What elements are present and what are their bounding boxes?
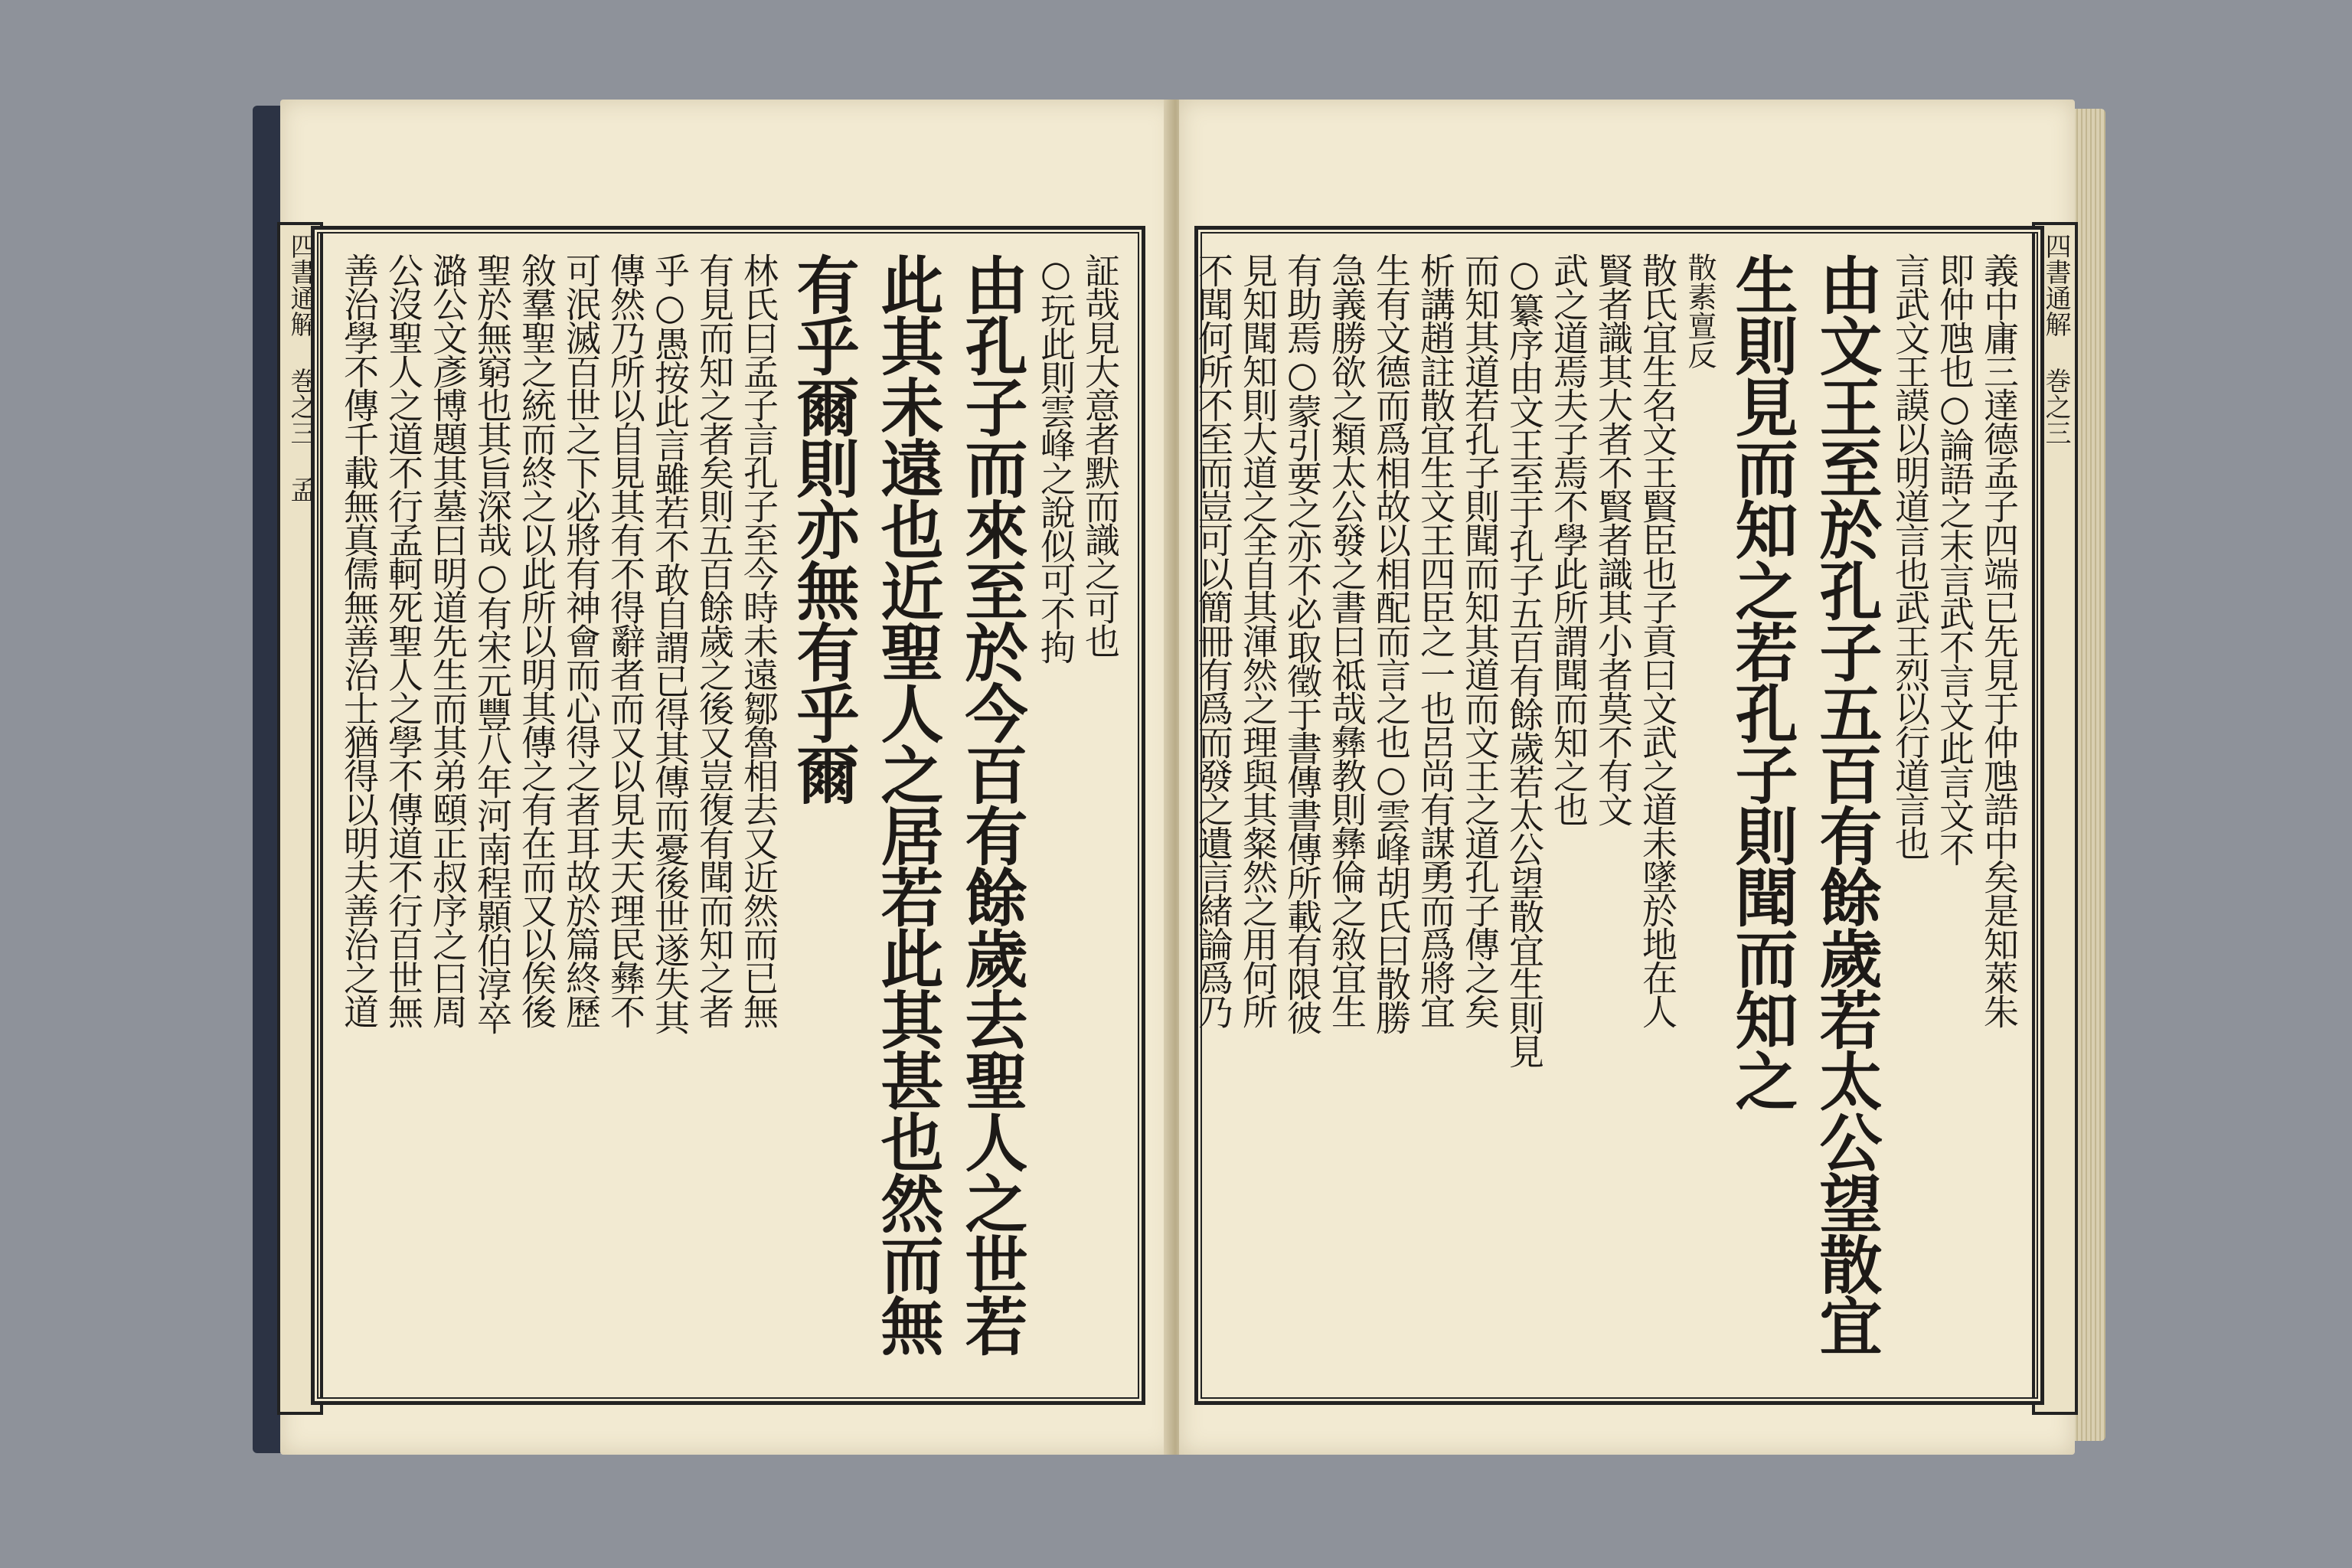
left-page-column: 傳然乃所以自見其有不得辭者而又以見夫天理民彝不 (605, 253, 646, 1027)
right-page-column: 散氏宜生名文王賢臣也子貢曰文武之道未墜於地在人 (1637, 253, 1678, 1027)
left-margin-label: 四書通解 巻之三 孟 (277, 222, 323, 1415)
left-page-column: 公沒聖人之道不行孟軻死聖人之學不傳道不行百世無 (383, 253, 424, 1027)
right-page-column: 急義勝欲之類太公發之書曰祗哉彝教則彝倫之敘宜生 (1326, 253, 1367, 1027)
left-page-column: 乎○愚按此言雖若不敢自謂已得其傳而憂後世遂失其 (649, 253, 691, 1034)
right-page-column: 析講趙註散宜生文王四臣之一也呂尚有謀勇而爲將宜 (1415, 253, 1456, 1027)
left-text-columns (334, 253, 1122, 1382)
open-book (253, 100, 2105, 1455)
right-page-column: 散素亶反 (1683, 253, 1717, 369)
left-page-column: 有見而知之者矣則五百餘歲之後又豈復有聞而知之者 (694, 253, 735, 1027)
right-page-column: 有助焉○蒙引要之亦不必取徵于書傳書傳所載有限彼 (1282, 253, 1323, 1034)
right-text-columns (1193, 253, 2021, 1382)
left-page-column: 聖於無窮也其旨深哉○有宋元豐八年河南程顥伯淳卒 (472, 253, 513, 1034)
right-page-column: 生則見而知之若孔子則聞而知之 (1725, 253, 1798, 1110)
right-text-frame (1194, 226, 2044, 1405)
left-page-column: 敘羣聖之統而終之以此所以明其傳之有在而又以俟後 (516, 253, 557, 1027)
right-page-column: 見知聞知則大道之全自其渾然之理與其粲然之用何所 (1237, 253, 1279, 1027)
right-page-column: 義中庸三達德孟子四端已先見于仲虺誥中矣是知萊朱 (1978, 253, 2020, 1027)
left-page-column: 潞公文彥博題其墓曰明道先生而其弟頤正叔序之曰周 (427, 253, 469, 1027)
left-page-column: 林氏曰孟子言孔子至今時未遠鄒魯相去又近然而已無 (738, 253, 779, 1027)
left-page-column: 有乎爾則亦無有乎爾 (786, 253, 860, 804)
left-text-frame (311, 226, 1145, 1405)
right-page-column: 武之道焉夫子焉不學此所謂聞而知之也 (1548, 253, 1589, 825)
right-page-column: 賢者識其大者不賢者識其小者莫不有文 (1592, 253, 1634, 825)
right-margin-label: 四書通解 巻之三 (2032, 222, 2078, 1415)
right-page-column: 生有文德而爲相故以相配而言之也○雲峰胡氏曰散勝 (1370, 253, 1412, 1034)
left-page-column: 由孔子而來至於今百有餘歲去聖人之世若 (955, 253, 1028, 1355)
left-page-column: 善治學不傳千載無真儒無善治士猶得以明夫善治之道 (338, 253, 380, 1027)
right-page-column: 言武文王謨以明道言也武王烈以行道言也 (1890, 253, 1931, 859)
right-page (1179, 100, 2075, 1455)
right-page-column: 不聞何所不至而豈可以簡冊有爲而發之遺言緒論爲乃 (1193, 253, 1234, 1027)
left-page-column: 此其未遠也近聖人之居若此其甚也然而無 (871, 253, 944, 1355)
left-page (280, 100, 1176, 1455)
right-page-column: 而知其道若孔子則聞而知其道而文王之道孔子傳之矣 (1459, 253, 1501, 1027)
right-page-column: 由文王至於孔子五百有餘歲若太公望散宜 (1809, 253, 1883, 1355)
left-page-column: ○玩此則雲峰之說似可不拘 (1035, 253, 1076, 663)
left-page-column: 証哉見大意者默而識之可也 (1080, 253, 1121, 657)
right-page-column: 即仲虺也○論語之末言武不言文此言文不 (1934, 253, 1975, 865)
right-page-column: ○纂序由文王至于孔子五百有餘歲若太公望散宜生則見 (1504, 253, 1545, 1067)
left-page-column: 可泯滅百世之下必將有神會而心得之者耳故於篇終歷 (560, 253, 602, 1027)
